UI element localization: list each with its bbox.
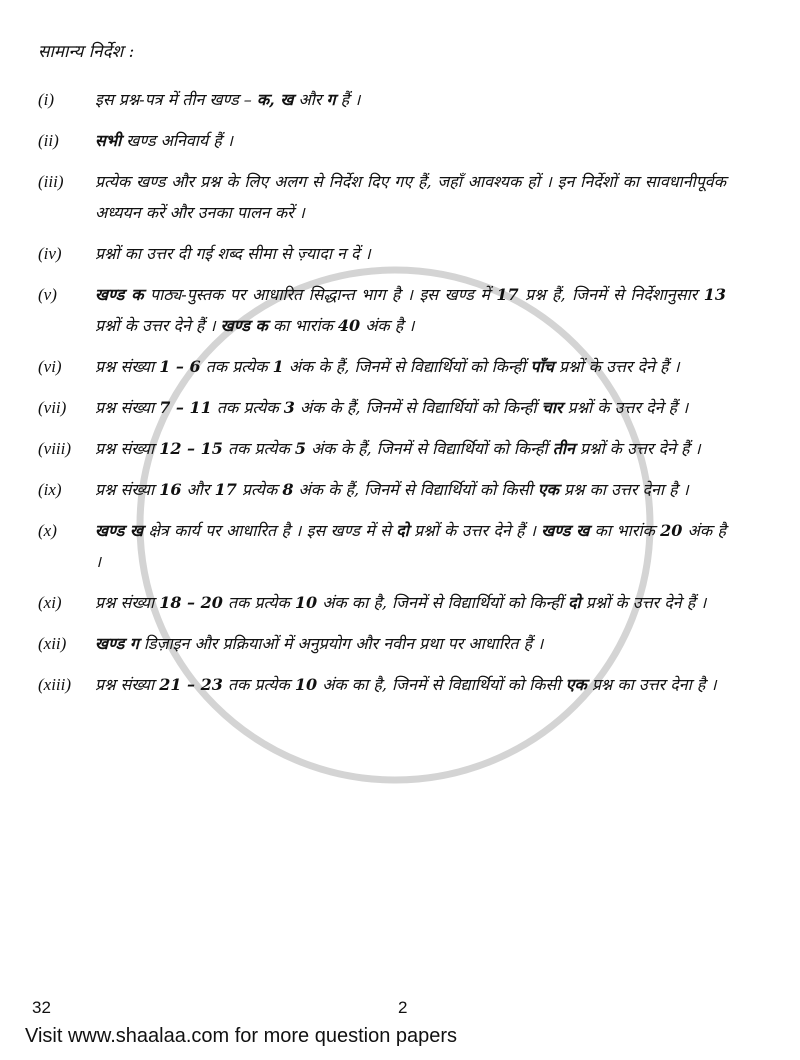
emphasis-text: 16 <box>159 480 182 499</box>
emphasis-text: खण्ड क <box>95 285 144 304</box>
instruction-item <box>38 279 726 341</box>
emphasis-text: 1 <box>272 357 284 376</box>
instruction-number: (xiii) <box>38 675 72 694</box>
text-segment: अंक का है, जिनमें से विद्यार्थियों को किन्हीं <box>317 593 569 612</box>
instruction-number: (iii) <box>38 172 64 191</box>
emphasis-text: 13 <box>703 285 727 304</box>
text-segment: प्रश्न संख्या <box>95 398 160 417</box>
text-segment: तक प्रत्येक <box>200 357 273 376</box>
instruction-text <box>95 628 726 659</box>
text-segment: पाठ्य-पुस्तक पर आधारित सिद्धान्त भाग है । इस खण्ड में <box>143 285 497 304</box>
instruction-item <box>38 628 726 659</box>
emphasis-text: खण्ड क <box>220 316 268 335</box>
text-segment: तक प्रत्येक <box>222 675 295 694</box>
text-segment: प्रश्न का उत्तर देना है । <box>586 675 717 694</box>
emphasis-text: चार <box>541 398 563 417</box>
text-segment: प्रश्नों का उत्तर दी गई शब्द सीमा से ज़्यादा न दें । <box>95 244 371 263</box>
instruction-item <box>38 587 726 618</box>
text-segment: प्रश्नों के उत्तर देने हैं । <box>553 357 680 376</box>
text-segment: अंक का है, जिनमें से विद्यार्थियों को किसी <box>317 675 566 694</box>
instruction-number: (ii) <box>38 131 59 150</box>
text-segment: प्रश्नों के उत्तर देने हैं । <box>574 439 701 458</box>
text-segment: और <box>181 480 215 499</box>
text-segment: प्रश्न संख्या <box>95 439 160 458</box>
instructions-list <box>38 84 726 710</box>
emphasis-text: खण्ड ख <box>95 521 144 540</box>
text-segment: प्रत्येक खण्ड और प्रश्न के लिए अलग से निर्देश दिए गए हैं, जहाँ आवश्यक हों । इन निर्देशों का सावधानीपूर्वक अध्ययन करें और उनका पालन करें । <box>95 172 726 222</box>
text-segment: अंक है । <box>95 521 726 571</box>
instruction-number: (ix) <box>38 480 62 499</box>
instruction-text <box>95 669 726 700</box>
text-segment: तक प्रत्येक <box>222 593 295 612</box>
instruction-text <box>95 392 726 423</box>
instruction-number: (xi) <box>38 593 62 612</box>
emphasis-text: 10 <box>294 675 318 694</box>
text-segment: प्रश्न संख्या <box>95 357 160 376</box>
emphasis-text: खण्ड ख <box>541 521 590 540</box>
instruction-text <box>95 279 726 341</box>
emphasis-text: 18 – 20 <box>159 593 223 612</box>
emphasis-text: 5 <box>294 439 306 458</box>
instruction-number: (i) <box>38 90 55 109</box>
text-segment: प्रश्नों के उत्तर देने हैं । <box>408 521 542 540</box>
instruction-item <box>38 238 726 269</box>
emphasis-text: पाँच <box>530 357 554 376</box>
emphasis-text: खण्ड ग <box>95 634 139 653</box>
text-segment: हैं । <box>335 90 361 109</box>
general-instructions-heading: सामान्य निर्देश : <box>38 42 135 62</box>
text-segment: अंक के हैं, जिनमें से विद्यार्थियों को किन्हीं <box>283 357 531 376</box>
instruction-item <box>38 433 726 464</box>
instruction-text <box>95 238 726 269</box>
emphasis-text: दो <box>396 521 409 540</box>
text-segment: अंक के हैं, जिनमें से विद्यार्थियों को किन्हीं <box>306 439 553 458</box>
instruction-text <box>95 515 726 577</box>
emphasis-text: 40 <box>337 316 361 335</box>
text-segment: प्रश्नों के उत्तर देने हैं । <box>580 593 707 612</box>
text-segment: का भारांक <box>267 316 338 335</box>
instruction-item <box>38 474 726 505</box>
text-segment: अंक के हैं, जिनमें से विद्यार्थियों को किन्हीं <box>294 398 542 417</box>
emphasis-text: 1 – 6 <box>159 357 201 376</box>
emphasis-text: सभी <box>95 131 122 150</box>
text-segment: इस प्रश्न-पत्र में तीन खण्ड – <box>95 90 257 109</box>
text-segment: अंक के हैं, जिनमें से विद्यार्थियों को किसी <box>293 480 538 499</box>
emphasis-text: 20 <box>660 521 683 540</box>
emphasis-text: दो <box>568 593 581 612</box>
instruction-item <box>38 166 726 228</box>
instruction-item <box>38 515 726 577</box>
emphasis-text: 17 <box>496 285 519 304</box>
text-segment: प्रश्न हैं, जिनमें से निर्देशानुसार <box>518 285 704 304</box>
text-segment: प्रश्न संख्या <box>95 480 160 499</box>
instruction-text <box>95 166 726 228</box>
instruction-number: (viii) <box>38 439 72 458</box>
instruction-item <box>38 351 726 382</box>
instruction-item <box>38 125 726 156</box>
text-segment: अंक है । <box>360 316 415 335</box>
instruction-number: (x) <box>38 521 57 540</box>
emphasis-text: 8 <box>282 480 294 499</box>
emphasis-text: क, ख <box>256 90 294 109</box>
emphasis-text: 7 – 11 <box>159 398 212 417</box>
instruction-text <box>95 351 726 382</box>
text-segment: तक प्रत्येक <box>222 439 295 458</box>
page-number: 2 <box>398 998 408 1017</box>
emphasis-text: 10 <box>294 593 318 612</box>
instruction-number: (xii) <box>38 634 67 653</box>
text-segment: क्षेत्र कार्य पर आधारित है । इस खण्ड में से <box>143 521 397 540</box>
instruction-number: (vii) <box>38 398 67 417</box>
instruction-text <box>95 84 726 115</box>
emphasis-text: 17 <box>214 480 237 499</box>
emphasis-text: एक <box>565 675 587 694</box>
visit-link[interactable]: Visit www.shaalaa.com for more question papers <box>25 1025 458 1047</box>
text-segment: प्रश्न संख्या <box>95 593 160 612</box>
text-segment: प्रश्न संख्या <box>95 675 160 694</box>
instruction-number: (iv) <box>38 244 62 263</box>
instruction-item <box>38 669 726 700</box>
text-segment: प्रश्न का उत्तर देना है । <box>558 480 689 499</box>
text-segment: का भारांक <box>589 521 661 540</box>
instruction-number: (v) <box>38 285 57 304</box>
emphasis-text: 3 <box>283 398 295 417</box>
emphasis-text: ग <box>326 90 336 109</box>
instruction-text <box>95 125 726 156</box>
text-segment: प्रत्येक <box>236 480 283 499</box>
text-segment: तक प्रत्येक <box>211 398 284 417</box>
instruction-text <box>95 433 726 464</box>
paper-code: 32 <box>32 998 51 1017</box>
text-segment: प्रश्नों के उत्तर देने हैं । <box>562 398 689 417</box>
emphasis-text: एक <box>537 480 559 499</box>
text-segment: और <box>293 90 327 109</box>
text-segment: डिज़ाइन और प्रक्रियाओं में अनुप्रयोग और नवीन प्रथा पर आधारित हैं । <box>138 634 544 653</box>
instruction-text <box>95 587 726 618</box>
emphasis-text: 12 – 15 <box>159 439 223 458</box>
emphasis-text: 21 – 23 <box>159 675 223 694</box>
instruction-number: (vi) <box>38 357 62 376</box>
instruction-text <box>95 474 726 505</box>
instruction-item <box>38 392 726 423</box>
emphasis-text: तीन <box>552 439 575 458</box>
text-segment: खण्ड अनिवार्य हैं । <box>121 131 233 150</box>
instruction-item <box>38 84 726 115</box>
text-segment: प्रश्नों के उत्तर देने हैं । <box>95 316 221 335</box>
